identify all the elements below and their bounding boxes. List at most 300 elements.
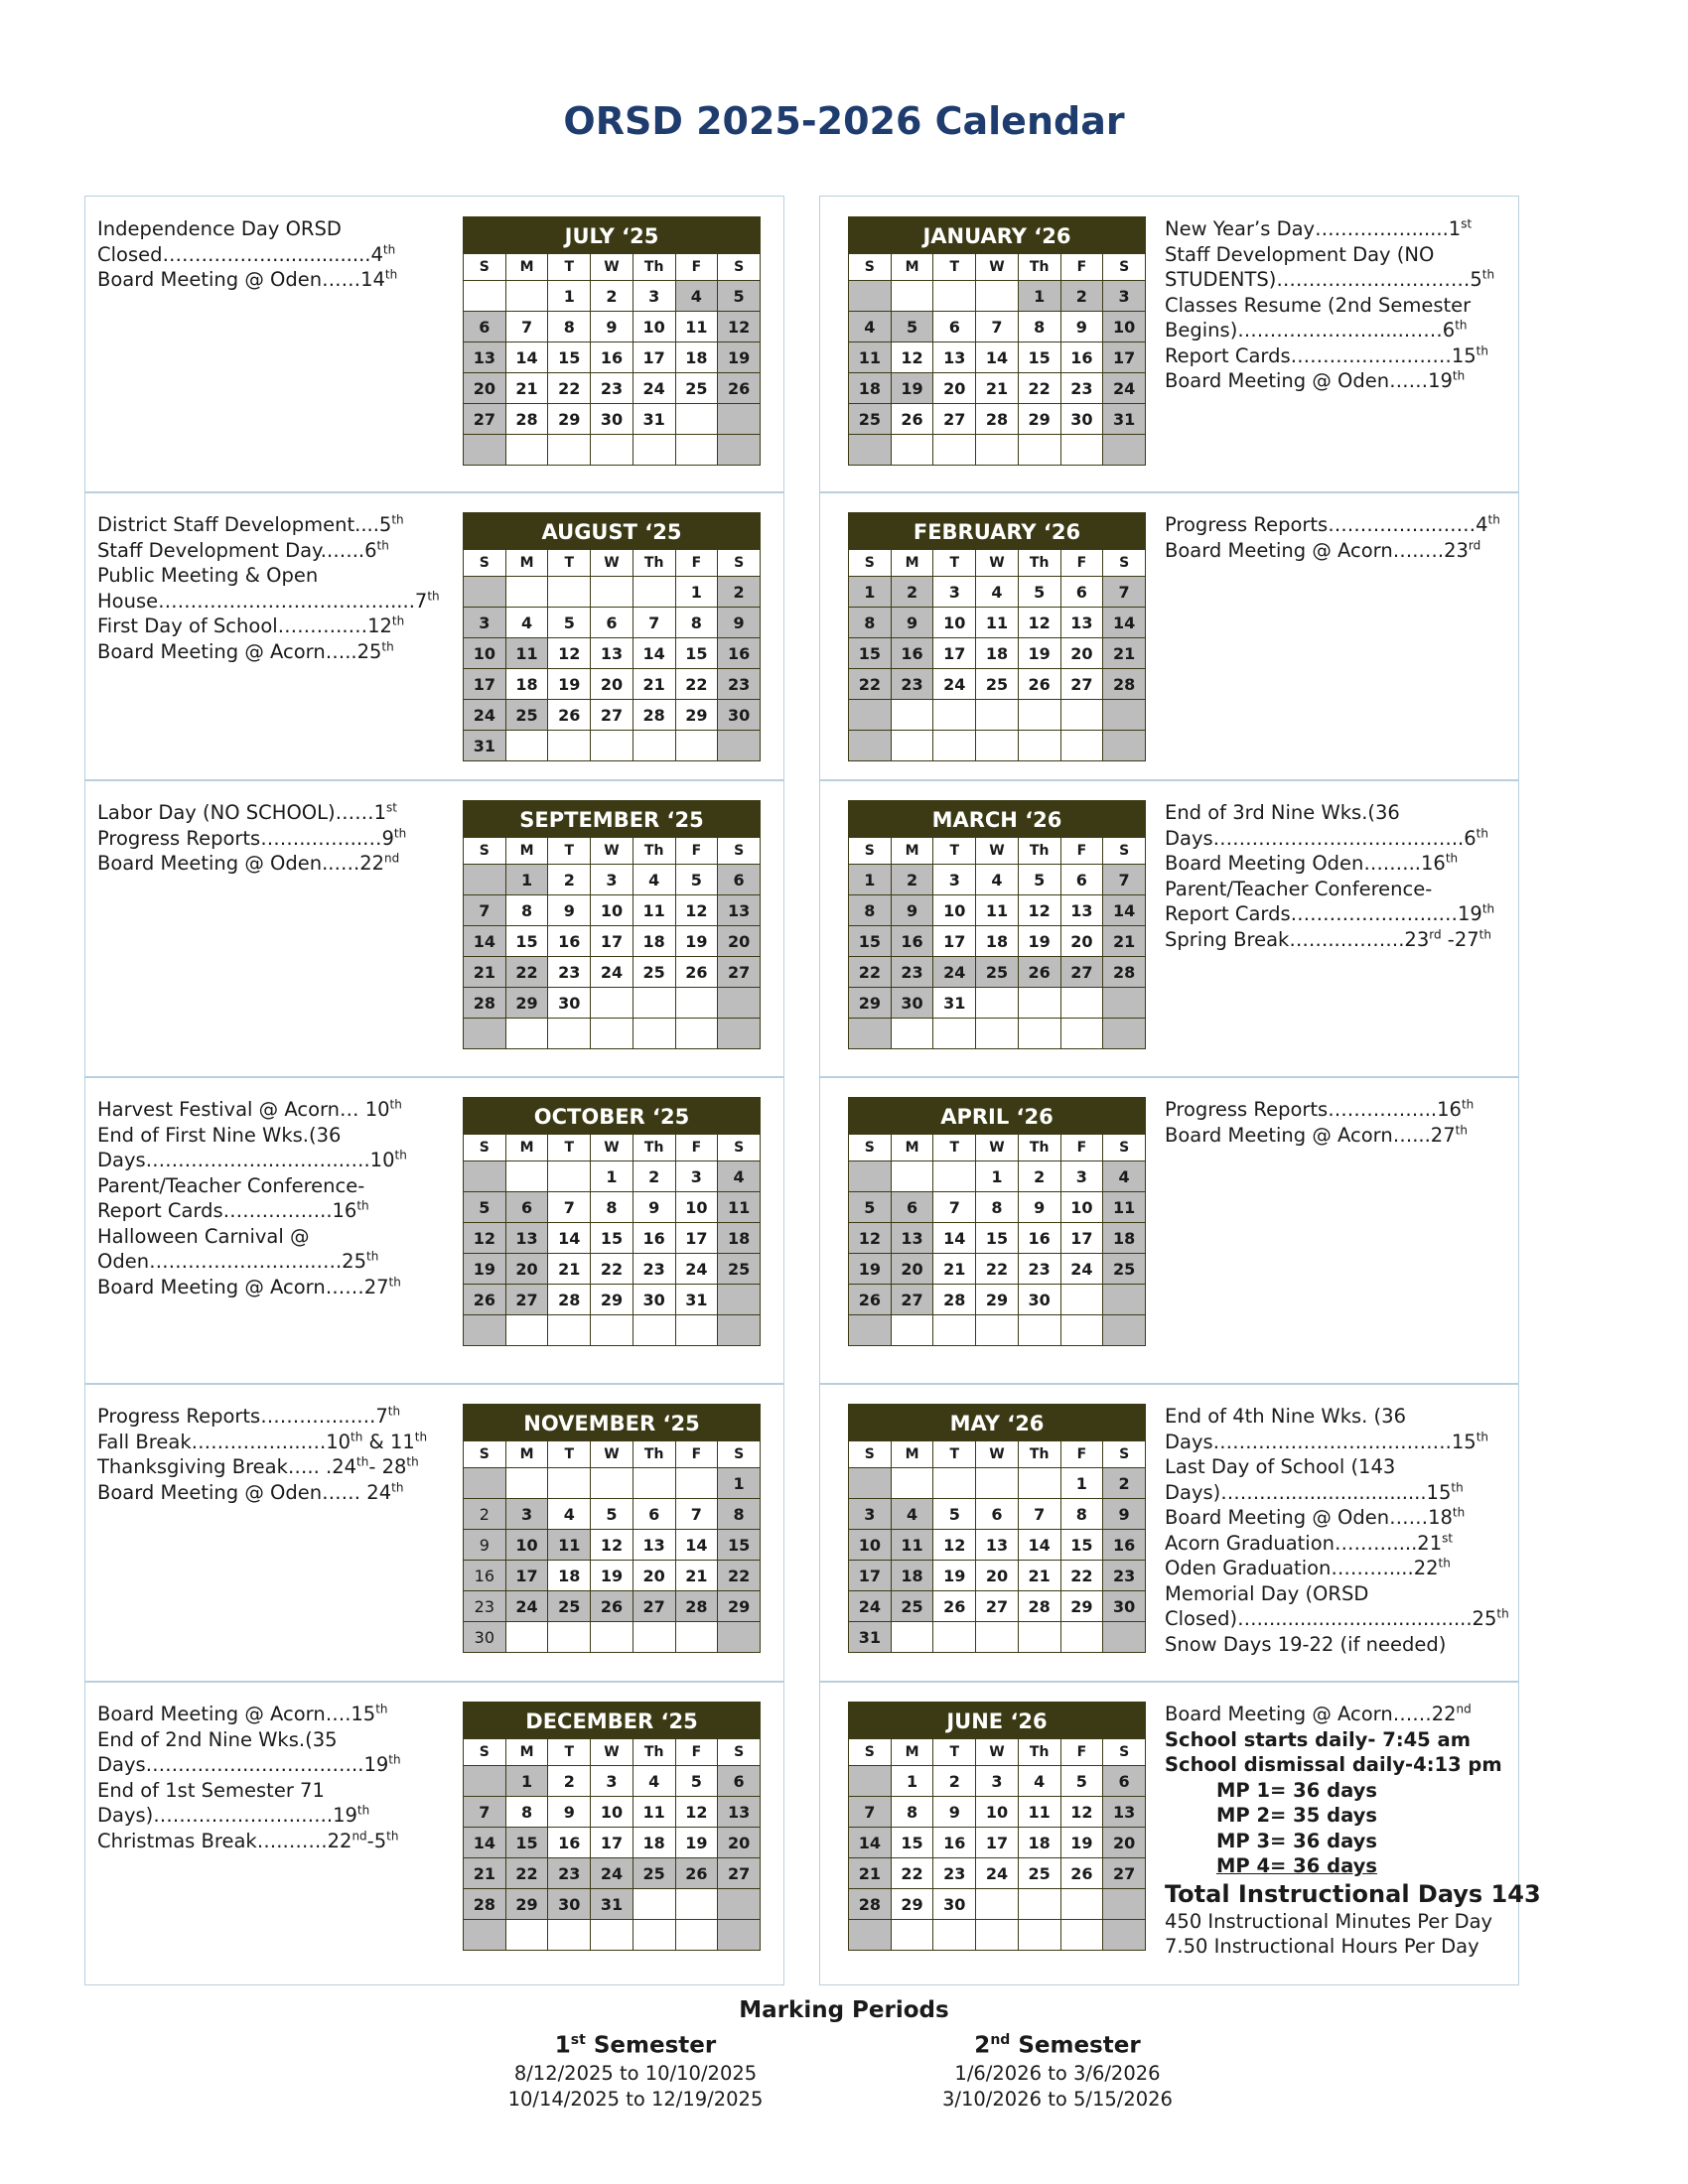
weekday-label: S <box>464 550 506 577</box>
event-note <box>1165 1778 1512 1804</box>
day-cell: 1 <box>1060 1468 1103 1499</box>
event-note <box>97 1727 445 1753</box>
ordinal-suffix: th <box>389 1097 402 1112</box>
day-cell: 26 <box>1018 669 1060 700</box>
week-row <box>464 1766 761 1797</box>
ordinal-suffix: th <box>1455 1123 1468 1137</box>
event-note-text: 7.50 Instructional Hours Per Day <box>1165 1935 1479 1958</box>
weekday-label: S <box>718 254 761 281</box>
day-cell: 27 <box>976 1591 1019 1622</box>
day-cell <box>548 731 591 761</box>
day-cell: 8 <box>849 608 892 638</box>
weekday-label: T <box>548 838 591 865</box>
weekday-header <box>849 550 1146 577</box>
weekday-label: M <box>505 1441 548 1468</box>
day-cell: 14 <box>849 1828 892 1858</box>
day-cell: 30 <box>633 1285 675 1315</box>
day-cell: 13 <box>1060 608 1103 638</box>
day-cell <box>548 1468 591 1499</box>
weekday-label: S <box>464 838 506 865</box>
event-note-text: MP 4= 36 days <box>1216 1854 1377 1877</box>
weekday-label: M <box>891 550 933 577</box>
semester-2-number: 2 <box>974 2032 991 2059</box>
day-cell: 28 <box>933 1285 976 1315</box>
week-row <box>464 281 761 312</box>
day-cell: 22 <box>505 957 548 988</box>
weekday-label: S <box>1103 1739 1146 1766</box>
weekday-label: Th <box>1018 1135 1060 1161</box>
day-cell: 16 <box>1018 1223 1060 1254</box>
week-row <box>464 1858 761 1889</box>
day-cell <box>633 1622 675 1653</box>
day-cell: 2 <box>464 1499 506 1530</box>
day-cell: 11 <box>849 342 892 373</box>
day-cell: 22 <box>548 373 591 404</box>
month-calendar <box>848 800 1146 1049</box>
week-row <box>849 342 1146 373</box>
event-note <box>1165 538 1512 564</box>
ordinal-suffix: rd <box>1429 927 1442 941</box>
day-cell: 13 <box>505 1223 548 1254</box>
day-cell: 11 <box>633 895 675 926</box>
semester-1-range-2: 10/14/2025 to 12/19/2025 <box>507 2087 764 2111</box>
event-note-text: Acorn Graduation………....21 <box>1165 1531 1443 1555</box>
day-cell: 8 <box>1018 312 1060 342</box>
day-cell: 1 <box>849 865 892 895</box>
event-note <box>97 1829 445 1854</box>
day-cell: 27 <box>1060 669 1103 700</box>
day-cell <box>633 577 675 608</box>
event-note-text: End of 3rd Nine Wks.(36 <box>1165 801 1400 824</box>
day-cell <box>1060 435 1103 466</box>
week-row <box>849 577 1146 608</box>
month-panel <box>819 196 1519 493</box>
weekday-label: W <box>976 1135 1019 1161</box>
day-cell: 24 <box>976 1858 1019 1889</box>
day-cell: 5 <box>675 1766 718 1797</box>
day-cell: 5 <box>1018 577 1060 608</box>
week-row <box>849 926 1146 957</box>
day-cell: 23 <box>548 957 591 988</box>
event-note-text: Thanksgiving Break….. .24 <box>97 1455 357 1478</box>
day-cell: 16 <box>633 1223 675 1254</box>
day-cell: 21 <box>505 373 548 404</box>
day-cell: 24 <box>1060 1254 1103 1285</box>
month-name: OCTOBER ‘25 <box>463 1097 761 1134</box>
event-notes <box>1165 216 1512 394</box>
event-note <box>97 216 445 242</box>
day-cell: 8 <box>548 312 591 342</box>
day-cell: 14 <box>976 342 1019 373</box>
day-cell <box>718 731 761 761</box>
semester-1-label: Semester <box>585 2032 717 2059</box>
ordinal-suffix: th <box>1496 1606 1509 1621</box>
day-cell: 5 <box>891 312 933 342</box>
month-name: JUNE ‘26 <box>848 1702 1146 1738</box>
day-cell: 24 <box>675 1254 718 1285</box>
day-cell: 6 <box>591 608 633 638</box>
day-cell: 1 <box>976 1161 1019 1192</box>
day-cell: 17 <box>505 1561 548 1591</box>
day-cell: 19 <box>849 1254 892 1285</box>
event-note <box>97 1123 445 1149</box>
day-cell: 11 <box>718 1192 761 1223</box>
day-cell: 6 <box>933 312 976 342</box>
day-cell <box>1018 435 1060 466</box>
ordinal-suffix: th <box>356 1454 369 1469</box>
event-note-text: Spring Break……..……….23 <box>1165 927 1430 951</box>
weekday-label: W <box>591 1739 633 1766</box>
day-cell <box>1103 1920 1146 1951</box>
ordinal-suffix: th <box>384 267 398 282</box>
day-cell: 7 <box>1103 577 1146 608</box>
weekday-label: S <box>1103 254 1146 281</box>
day-cell: 11 <box>976 895 1019 926</box>
event-note-text: - 28 <box>368 1455 407 1478</box>
day-cell: 13 <box>933 342 976 373</box>
day-cell: 9 <box>891 608 933 638</box>
day-cell: 24 <box>505 1591 548 1622</box>
weekday-label: T <box>548 1739 591 1766</box>
week-row <box>464 1315 761 1346</box>
day-cell: 1 <box>548 281 591 312</box>
event-notes <box>97 1404 445 1505</box>
day-cell: 20 <box>1060 926 1103 957</box>
day-cell: 21 <box>633 669 675 700</box>
day-cell: 2 <box>1103 1468 1146 1499</box>
day-cell: 19 <box>1018 926 1060 957</box>
day-cell <box>849 1920 892 1951</box>
day-cell <box>891 1315 933 1346</box>
day-cell: 21 <box>933 1254 976 1285</box>
month-name: NOVEMBER ‘25 <box>463 1404 761 1440</box>
weekday-header <box>849 1135 1146 1161</box>
day-cell: 7 <box>633 608 675 638</box>
day-cell <box>464 1161 506 1192</box>
day-cell: 10 <box>933 895 976 926</box>
weekday-label: T <box>933 550 976 577</box>
event-note <box>1165 851 1512 877</box>
weekday-label: S <box>849 1441 892 1468</box>
week-row <box>849 1285 1146 1315</box>
ordinal-suffix: st <box>1461 216 1473 231</box>
day-cell <box>1018 1920 1060 1951</box>
day-cell <box>1103 731 1146 761</box>
day-cell: 17 <box>675 1223 718 1254</box>
event-note <box>97 512 445 538</box>
weekday-label: Th <box>1018 1441 1060 1468</box>
weekday-label: M <box>505 838 548 865</box>
ordinal-suffix: th <box>1455 318 1468 333</box>
day-cell: 9 <box>591 312 633 342</box>
day-cell: 5 <box>1060 1766 1103 1797</box>
weekday-label: Th <box>633 1441 675 1468</box>
event-note-text: 450 Instructional Minutes Per Day <box>1165 1909 1493 1933</box>
day-cell <box>1060 988 1103 1019</box>
day-cell: 12 <box>933 1530 976 1561</box>
weekday-label: Th <box>633 550 675 577</box>
day-cell: 16 <box>718 638 761 669</box>
month-panel <box>819 1076 1519 1385</box>
day-cell: 14 <box>633 638 675 669</box>
day-cell <box>1060 1622 1103 1653</box>
day-cell: 10 <box>1060 1192 1103 1223</box>
day-cell: 25 <box>891 1591 933 1622</box>
day-cell: 8 <box>505 895 548 926</box>
day-cell <box>976 281 1019 312</box>
day-cell: 19 <box>1060 1828 1103 1858</box>
event-note <box>1165 901 1512 927</box>
event-note <box>1165 1123 1512 1149</box>
weekday-header <box>464 550 761 577</box>
day-cell <box>633 1920 675 1951</box>
event-note <box>97 639 445 665</box>
event-note <box>1165 242 1512 268</box>
weekday-label: F <box>1060 838 1103 865</box>
day-cell <box>633 988 675 1019</box>
day-cell <box>675 404 718 435</box>
ordinal-suffix: th <box>351 1430 363 1443</box>
weekday-label: T <box>548 550 591 577</box>
day-cell: 29 <box>891 1889 933 1920</box>
ordinal-suffix: th <box>1476 343 1488 357</box>
day-cell: 19 <box>591 1561 633 1591</box>
day-cell: 14 <box>1103 895 1146 926</box>
day-cell: 23 <box>548 1858 591 1889</box>
day-cell: 18 <box>849 373 892 404</box>
day-cell: 16 <box>591 342 633 373</box>
day-cell: 17 <box>591 926 633 957</box>
day-cell: 10 <box>591 895 633 926</box>
month-panel <box>819 1383 1519 1683</box>
day-cell: 20 <box>505 1254 548 1285</box>
day-cell: 1 <box>675 577 718 608</box>
day-cell: 16 <box>891 926 933 957</box>
week-row <box>849 895 1146 926</box>
day-cell: 20 <box>464 373 506 404</box>
day-cell: 27 <box>1103 1858 1146 1889</box>
day-cell: 8 <box>891 1797 933 1828</box>
day-cell: 18 <box>675 342 718 373</box>
day-cell: 9 <box>718 608 761 638</box>
day-cell: 10 <box>505 1530 548 1561</box>
semester-1 <box>447 2025 824 2113</box>
month-name: DECEMBER ‘25 <box>463 1702 761 1738</box>
week-row <box>849 1468 1146 1499</box>
day-cell: 28 <box>675 1591 718 1622</box>
day-cell: 13 <box>464 342 506 373</box>
day-cell <box>849 1315 892 1346</box>
day-cell <box>548 1019 591 1049</box>
week-row <box>464 1561 761 1591</box>
day-cell: 24 <box>933 957 976 988</box>
day-cell: 6 <box>976 1499 1019 1530</box>
day-cell <box>505 1315 548 1346</box>
day-cell: 20 <box>591 669 633 700</box>
week-row <box>464 1499 761 1530</box>
event-note-text: Days)…………………..…..19 <box>97 1804 357 1827</box>
event-note-text: End of 2nd Nine Wks.(35 <box>97 1727 338 1751</box>
weekday-label: W <box>591 1135 633 1161</box>
event-notes <box>1165 1702 1541 1960</box>
weekday-label: S <box>1103 838 1146 865</box>
month-name: MARCH ‘26 <box>848 800 1146 837</box>
day-cell: 25 <box>675 373 718 404</box>
day-cell: 30 <box>933 1889 976 1920</box>
day-cell <box>675 988 718 1019</box>
day-cell: 1 <box>591 1161 633 1192</box>
day-cell <box>849 731 892 761</box>
day-cell: 28 <box>548 1285 591 1315</box>
event-note <box>1165 343 1512 369</box>
day-cell: 26 <box>675 1858 718 1889</box>
event-note-text: STUDENTS)…………………………5 <box>1165 268 1482 291</box>
day-cell: 31 <box>933 988 976 1019</box>
day-cell: 24 <box>591 957 633 988</box>
weekday-label: F <box>675 1441 718 1468</box>
day-cell <box>548 1315 591 1346</box>
day-cell <box>675 1019 718 1049</box>
weekday-label: S <box>1103 1441 1146 1468</box>
event-note <box>97 800 445 826</box>
day-cell: 28 <box>1103 957 1146 988</box>
event-note-text: MP 2= 35 days <box>1216 1804 1377 1827</box>
event-note <box>97 614 445 639</box>
day-cell <box>718 988 761 1019</box>
week-row <box>849 1161 1146 1192</box>
weekday-label: Th <box>633 254 675 281</box>
day-cell <box>849 1161 892 1192</box>
day-cell: 31 <box>849 1622 892 1653</box>
weekday-header <box>464 838 761 865</box>
day-cell: 25 <box>976 957 1019 988</box>
month-grid <box>848 1134 1146 1346</box>
day-cell <box>464 281 506 312</box>
day-cell: 29 <box>591 1285 633 1315</box>
week-row <box>849 1192 1146 1223</box>
day-cell: 20 <box>1103 1828 1146 1858</box>
day-cell: 20 <box>633 1561 675 1591</box>
month-grid <box>848 1738 1146 1951</box>
day-cell <box>633 1315 675 1346</box>
day-cell <box>633 1468 675 1499</box>
day-cell <box>591 435 633 466</box>
day-cell: 15 <box>505 1828 548 1858</box>
day-cell: 3 <box>933 865 976 895</box>
day-cell: 28 <box>1018 1591 1060 1622</box>
week-row <box>849 1622 1146 1653</box>
day-cell: 19 <box>1018 638 1060 669</box>
day-cell: 12 <box>891 342 933 373</box>
day-cell <box>1060 1285 1103 1315</box>
month-name: APRIL ‘26 <box>848 1097 1146 1134</box>
day-cell: 17 <box>933 926 976 957</box>
day-cell <box>591 1019 633 1049</box>
day-cell: 27 <box>718 957 761 988</box>
day-cell <box>1103 1622 1146 1653</box>
event-note <box>1165 1752 1512 1778</box>
day-cell <box>675 1622 718 1653</box>
ordinal-suffix: th <box>414 1430 428 1443</box>
day-cell: 29 <box>1060 1591 1103 1622</box>
day-cell: 22 <box>1018 373 1060 404</box>
event-note-text: End of 4th Nine Wks. (36 <box>1165 1405 1406 1428</box>
day-cell <box>933 281 976 312</box>
event-note-text: Staff Development Day (NO <box>1165 242 1435 266</box>
event-note <box>1165 1909 1512 1935</box>
day-cell: 1 <box>849 577 892 608</box>
day-cell <box>849 700 892 731</box>
day-cell <box>976 988 1019 1019</box>
week-row <box>849 700 1146 731</box>
event-note-text: Progress Reports……..……..…9 <box>97 826 394 850</box>
month-panel <box>819 779 1519 1078</box>
event-note-text: First Day of School………..…12 <box>97 614 392 637</box>
day-cell: 4 <box>891 1499 933 1530</box>
day-cell: 20 <box>933 373 976 404</box>
ordinal-suffix: th <box>382 242 396 256</box>
week-row <box>464 957 761 988</box>
week-row <box>849 1530 1146 1561</box>
day-cell <box>1060 1019 1103 1049</box>
day-cell <box>718 1889 761 1920</box>
day-cell: 27 <box>505 1285 548 1315</box>
day-cell <box>1018 1315 1060 1346</box>
day-cell: 2 <box>548 865 591 895</box>
ordinal-suffix: th <box>375 1702 388 1716</box>
day-cell: 31 <box>591 1889 633 1920</box>
day-cell: 25 <box>1103 1254 1146 1285</box>
day-cell: 6 <box>718 1766 761 1797</box>
ordinal-suffix: th <box>427 589 440 603</box>
event-note-text: Memorial Day (ORSD <box>1165 1581 1369 1605</box>
weekday-label: S <box>1103 550 1146 577</box>
weekday-label: F <box>675 550 718 577</box>
day-cell: 10 <box>464 638 506 669</box>
event-note-text: & 11 <box>362 1430 415 1453</box>
ordinal-suffix: th <box>376 538 389 552</box>
week-row <box>849 988 1146 1019</box>
month-panel <box>84 196 784 493</box>
event-notes <box>1165 1404 1512 1657</box>
weekday-label: M <box>505 1135 548 1161</box>
week-row <box>849 1315 1146 1346</box>
ordinal-suffix: th <box>1452 1505 1466 1520</box>
day-cell: 5 <box>849 1192 892 1223</box>
day-cell: 3 <box>1103 281 1146 312</box>
weekday-label: W <box>591 550 633 577</box>
weekday-label: T <box>933 254 976 281</box>
day-cell: 29 <box>849 988 892 1019</box>
day-cell: 11 <box>548 1530 591 1561</box>
week-row <box>849 1889 1146 1920</box>
ordinal-suffix: th <box>381 639 394 653</box>
month-name: FEBRUARY ‘26 <box>848 512 1146 549</box>
weekday-label: W <box>976 254 1019 281</box>
semester-2-heading <box>869 2025 1246 2061</box>
semester-1-number: 1 <box>554 2032 571 2059</box>
day-cell: 23 <box>891 669 933 700</box>
day-cell: 15 <box>675 638 718 669</box>
weekday-label: S <box>718 1135 761 1161</box>
ordinal-suffix: th <box>1481 267 1495 282</box>
event-note <box>1165 216 1512 242</box>
day-cell: 14 <box>464 1828 506 1858</box>
day-cell <box>849 281 892 312</box>
day-cell: 9 <box>548 895 591 926</box>
day-cell: 14 <box>1018 1530 1060 1561</box>
month-panel <box>84 1383 784 1683</box>
